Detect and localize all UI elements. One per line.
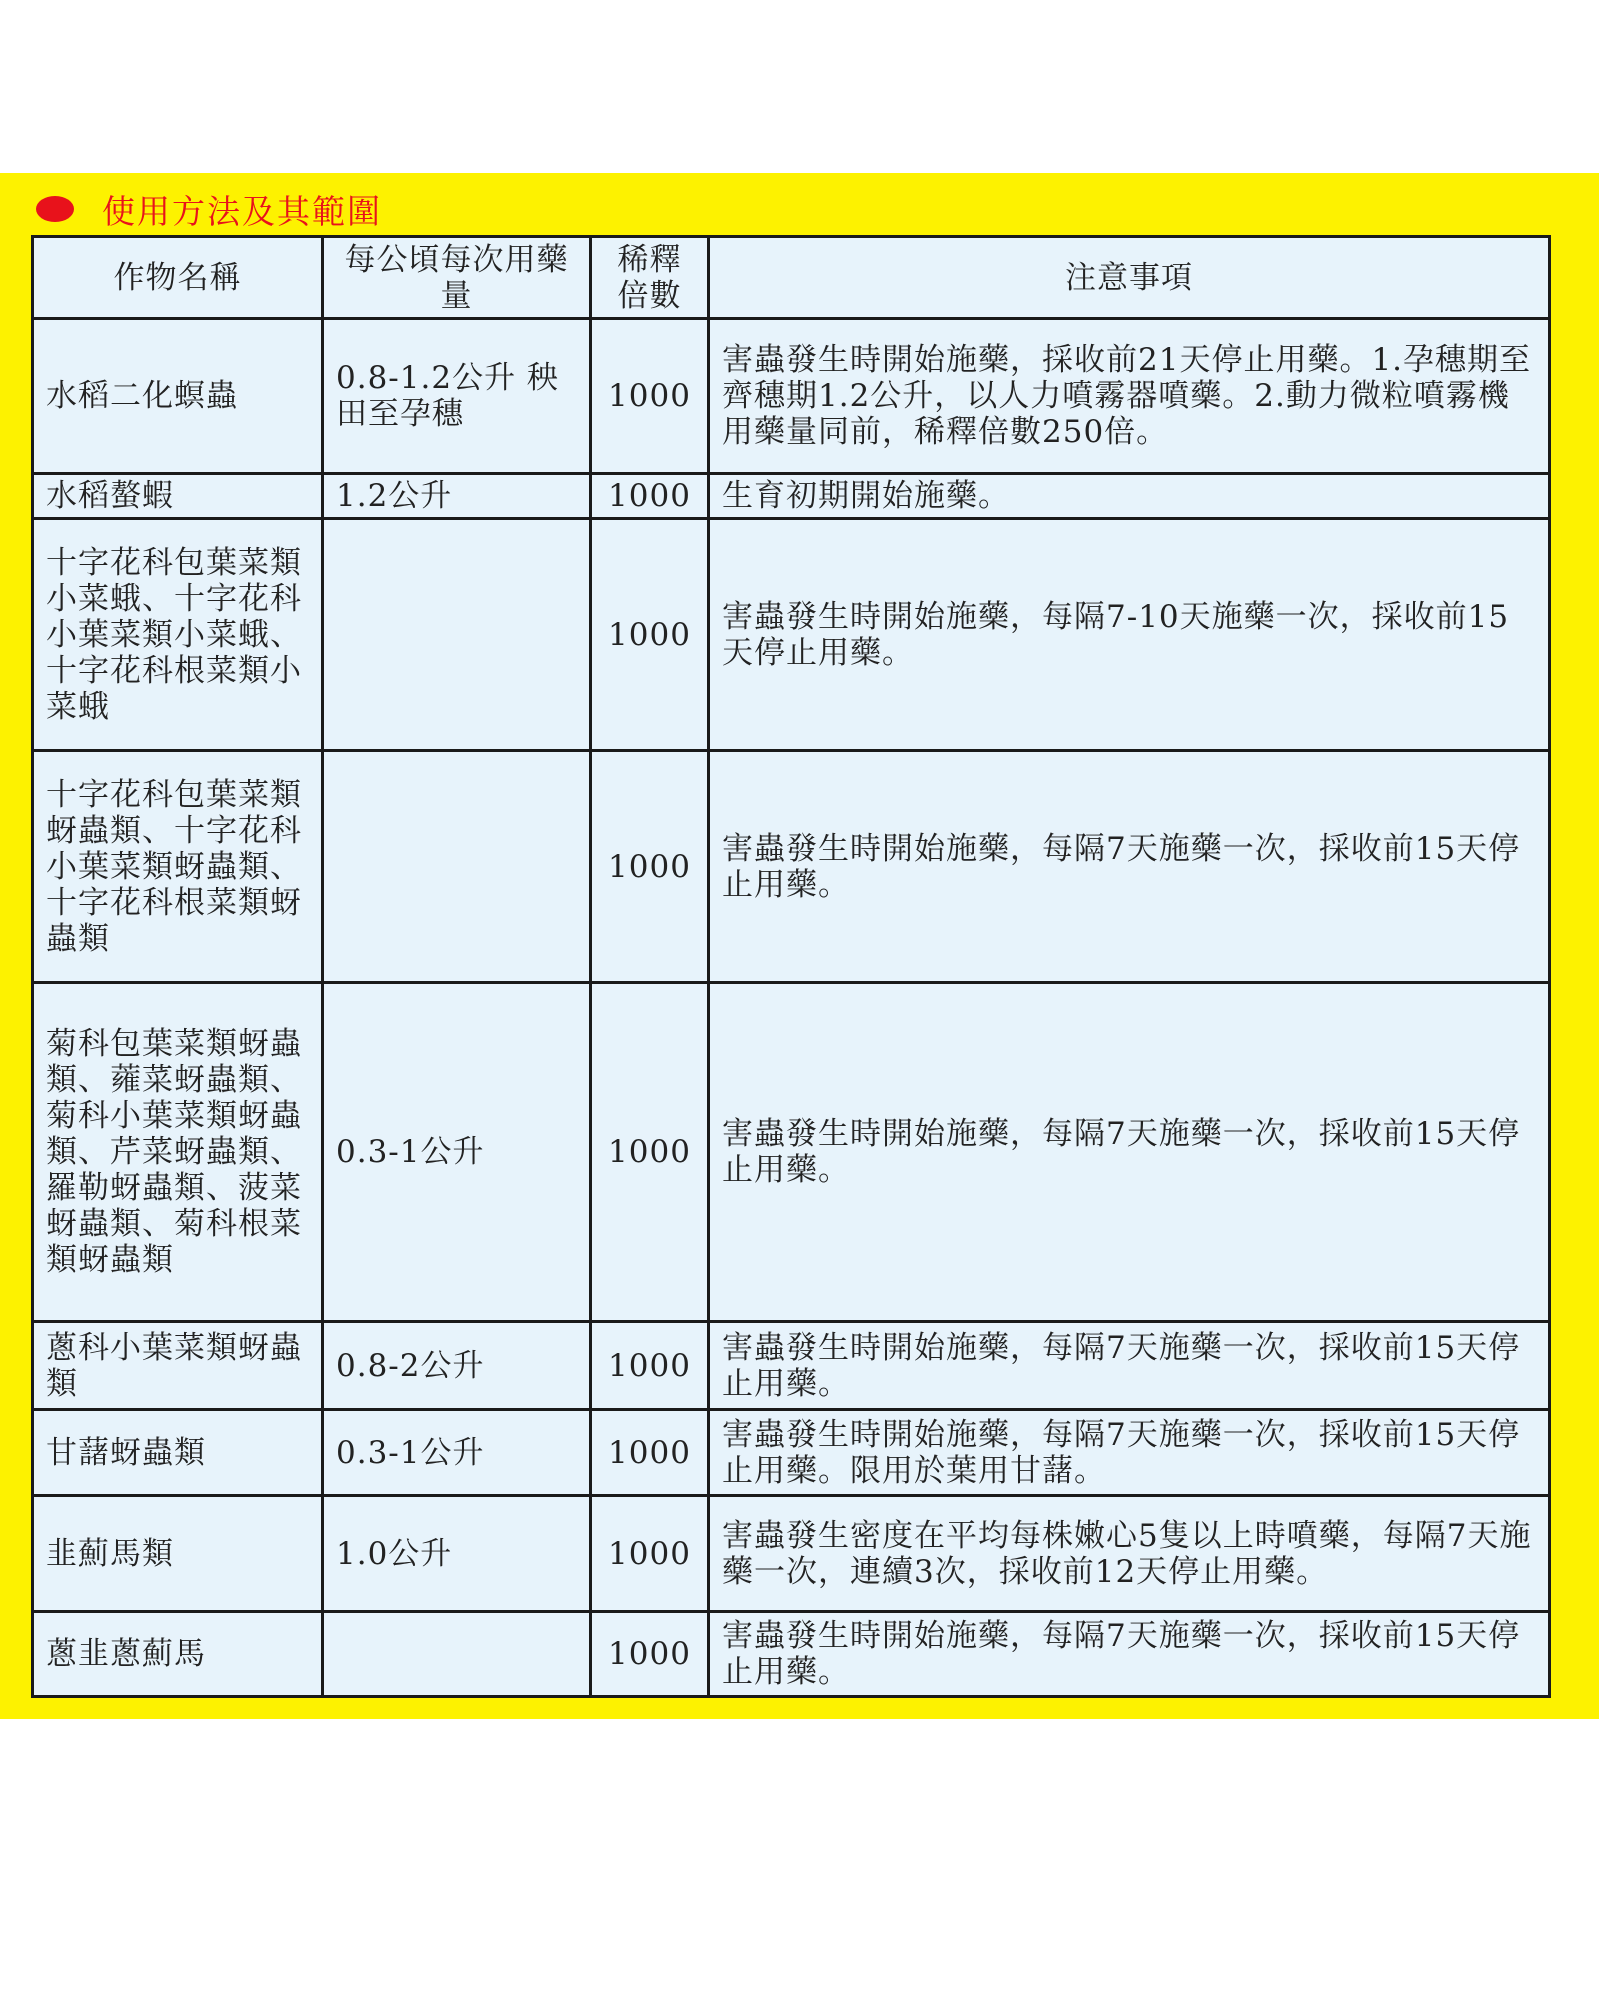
table-row (33, 1496, 1550, 1612)
red-dot-icon (36, 196, 74, 222)
crop-cell: 韭薊馬類 (33, 1496, 323, 1612)
crop-cell: 蔥科小葉菜類蚜蟲類 (33, 1322, 323, 1410)
crop-cell: 十字花科包葉菜類蚜蟲類、十字花科小葉菜類蚜蟲類、十字花科根菜類蚜蟲類 (33, 751, 323, 983)
dilution-cell: 1000 (591, 1322, 709, 1410)
table-row (33, 1322, 1550, 1410)
section-heading (36, 185, 382, 233)
table-row (33, 983, 1550, 1322)
crop-cell: 甘藷蚜蟲類 (33, 1410, 323, 1496)
dilution-cell: 1000 (591, 1612, 709, 1697)
dilution-cell: 1000 (591, 983, 709, 1322)
dose-cell: 0.8-1.2公升 秧田至孕穗 (323, 319, 591, 474)
note-cell: 害蟲發生時開始施藥，每隔7天施藥一次，採收前15天停止用藥。 (709, 751, 1550, 983)
dilution-cell: 1000 (591, 751, 709, 983)
dilution-cell: 1000 (591, 1496, 709, 1612)
note-cell: 害蟲發生密度在平均每株嫩心5隻以上時噴藥，每隔7天施藥一次，連續3次，採收前12天停止用藥。 (709, 1496, 1550, 1612)
dilution-cell: 1000 (591, 519, 709, 751)
table-header-row (33, 237, 1550, 319)
dose-cell: 0.8-2公升 (323, 1322, 591, 1410)
dose-cell: 1.2公升 (323, 474, 591, 519)
crop-cell: 水稻螯蝦 (33, 474, 323, 519)
usage-panel (0, 173, 1599, 1719)
header-dilution: 稀釋倍數 (591, 237, 709, 319)
table-row (33, 1612, 1550, 1697)
note-cell: 害蟲發生時開始施藥，每隔7天施藥一次，採收前15天停止用藥。 (709, 1322, 1550, 1410)
note-cell: 害蟲發生時開始施藥，每隔7天施藥一次，採收前15天停止用藥。 (709, 983, 1550, 1322)
dose-cell (323, 519, 591, 751)
note-cell: 害蟲發生時開始施藥，每隔7-10天施藥一次，採收前15天停止用藥。 (709, 519, 1550, 751)
dilution-cell: 1000 (591, 1410, 709, 1496)
note-cell: 害蟲發生時開始施藥，每隔7天施藥一次，採收前15天停止用藥。限用於葉用甘藷。 (709, 1410, 1550, 1496)
crop-cell: 水稻二化螟蟲 (33, 319, 323, 474)
crop-cell: 蔥韭蔥薊馬 (33, 1612, 323, 1697)
header-dose: 每公頃每次用藥量 (323, 237, 591, 319)
table-row (33, 519, 1550, 751)
crop-cell: 十字花科包葉菜類小菜蛾、十字花科小葉菜類小菜蛾、十字花科根菜類小菜蛾 (33, 519, 323, 751)
crop-cell: 菊科包葉菜類蚜蟲類、蕹菜蚜蟲類、菊科小葉菜類蚜蟲類、芹菜蚜蟲類、羅勒蚜蟲類、菠菜蚜蟲類、菊科根菜類蚜蟲類 (33, 983, 323, 1322)
section-title: 使用方法及其範圍 (102, 191, 382, 231)
usage-table (31, 235, 1551, 1698)
note-cell: 害蟲發生時開始施藥，採收前21天停止用藥。1.孕穗期至齊穗期1.2公升，以人力噴霧器噴藥。2.動力微粒噴霧機用藥量同前，稀釋倍數250倍。 (709, 319, 1550, 474)
dose-cell: 0.3-1公升 (323, 983, 591, 1322)
table-row (33, 474, 1550, 519)
dose-cell (323, 1612, 591, 1697)
dose-cell: 1.0公升 (323, 1496, 591, 1612)
note-cell: 害蟲發生時開始施藥，每隔7天施藥一次，採收前15天停止用藥。 (709, 1612, 1550, 1697)
table-row (33, 319, 1550, 474)
dilution-cell: 1000 (591, 319, 709, 474)
dose-cell (323, 751, 591, 983)
table-row (33, 1410, 1550, 1496)
table-row (33, 751, 1550, 983)
header-notes: 注意事項 (709, 237, 1550, 319)
dose-cell: 0.3-1公升 (323, 1410, 591, 1496)
dilution-cell: 1000 (591, 474, 709, 519)
note-cell: 生育初期開始施藥。 (709, 474, 1550, 519)
header-crop: 作物名稱 (33, 237, 323, 319)
